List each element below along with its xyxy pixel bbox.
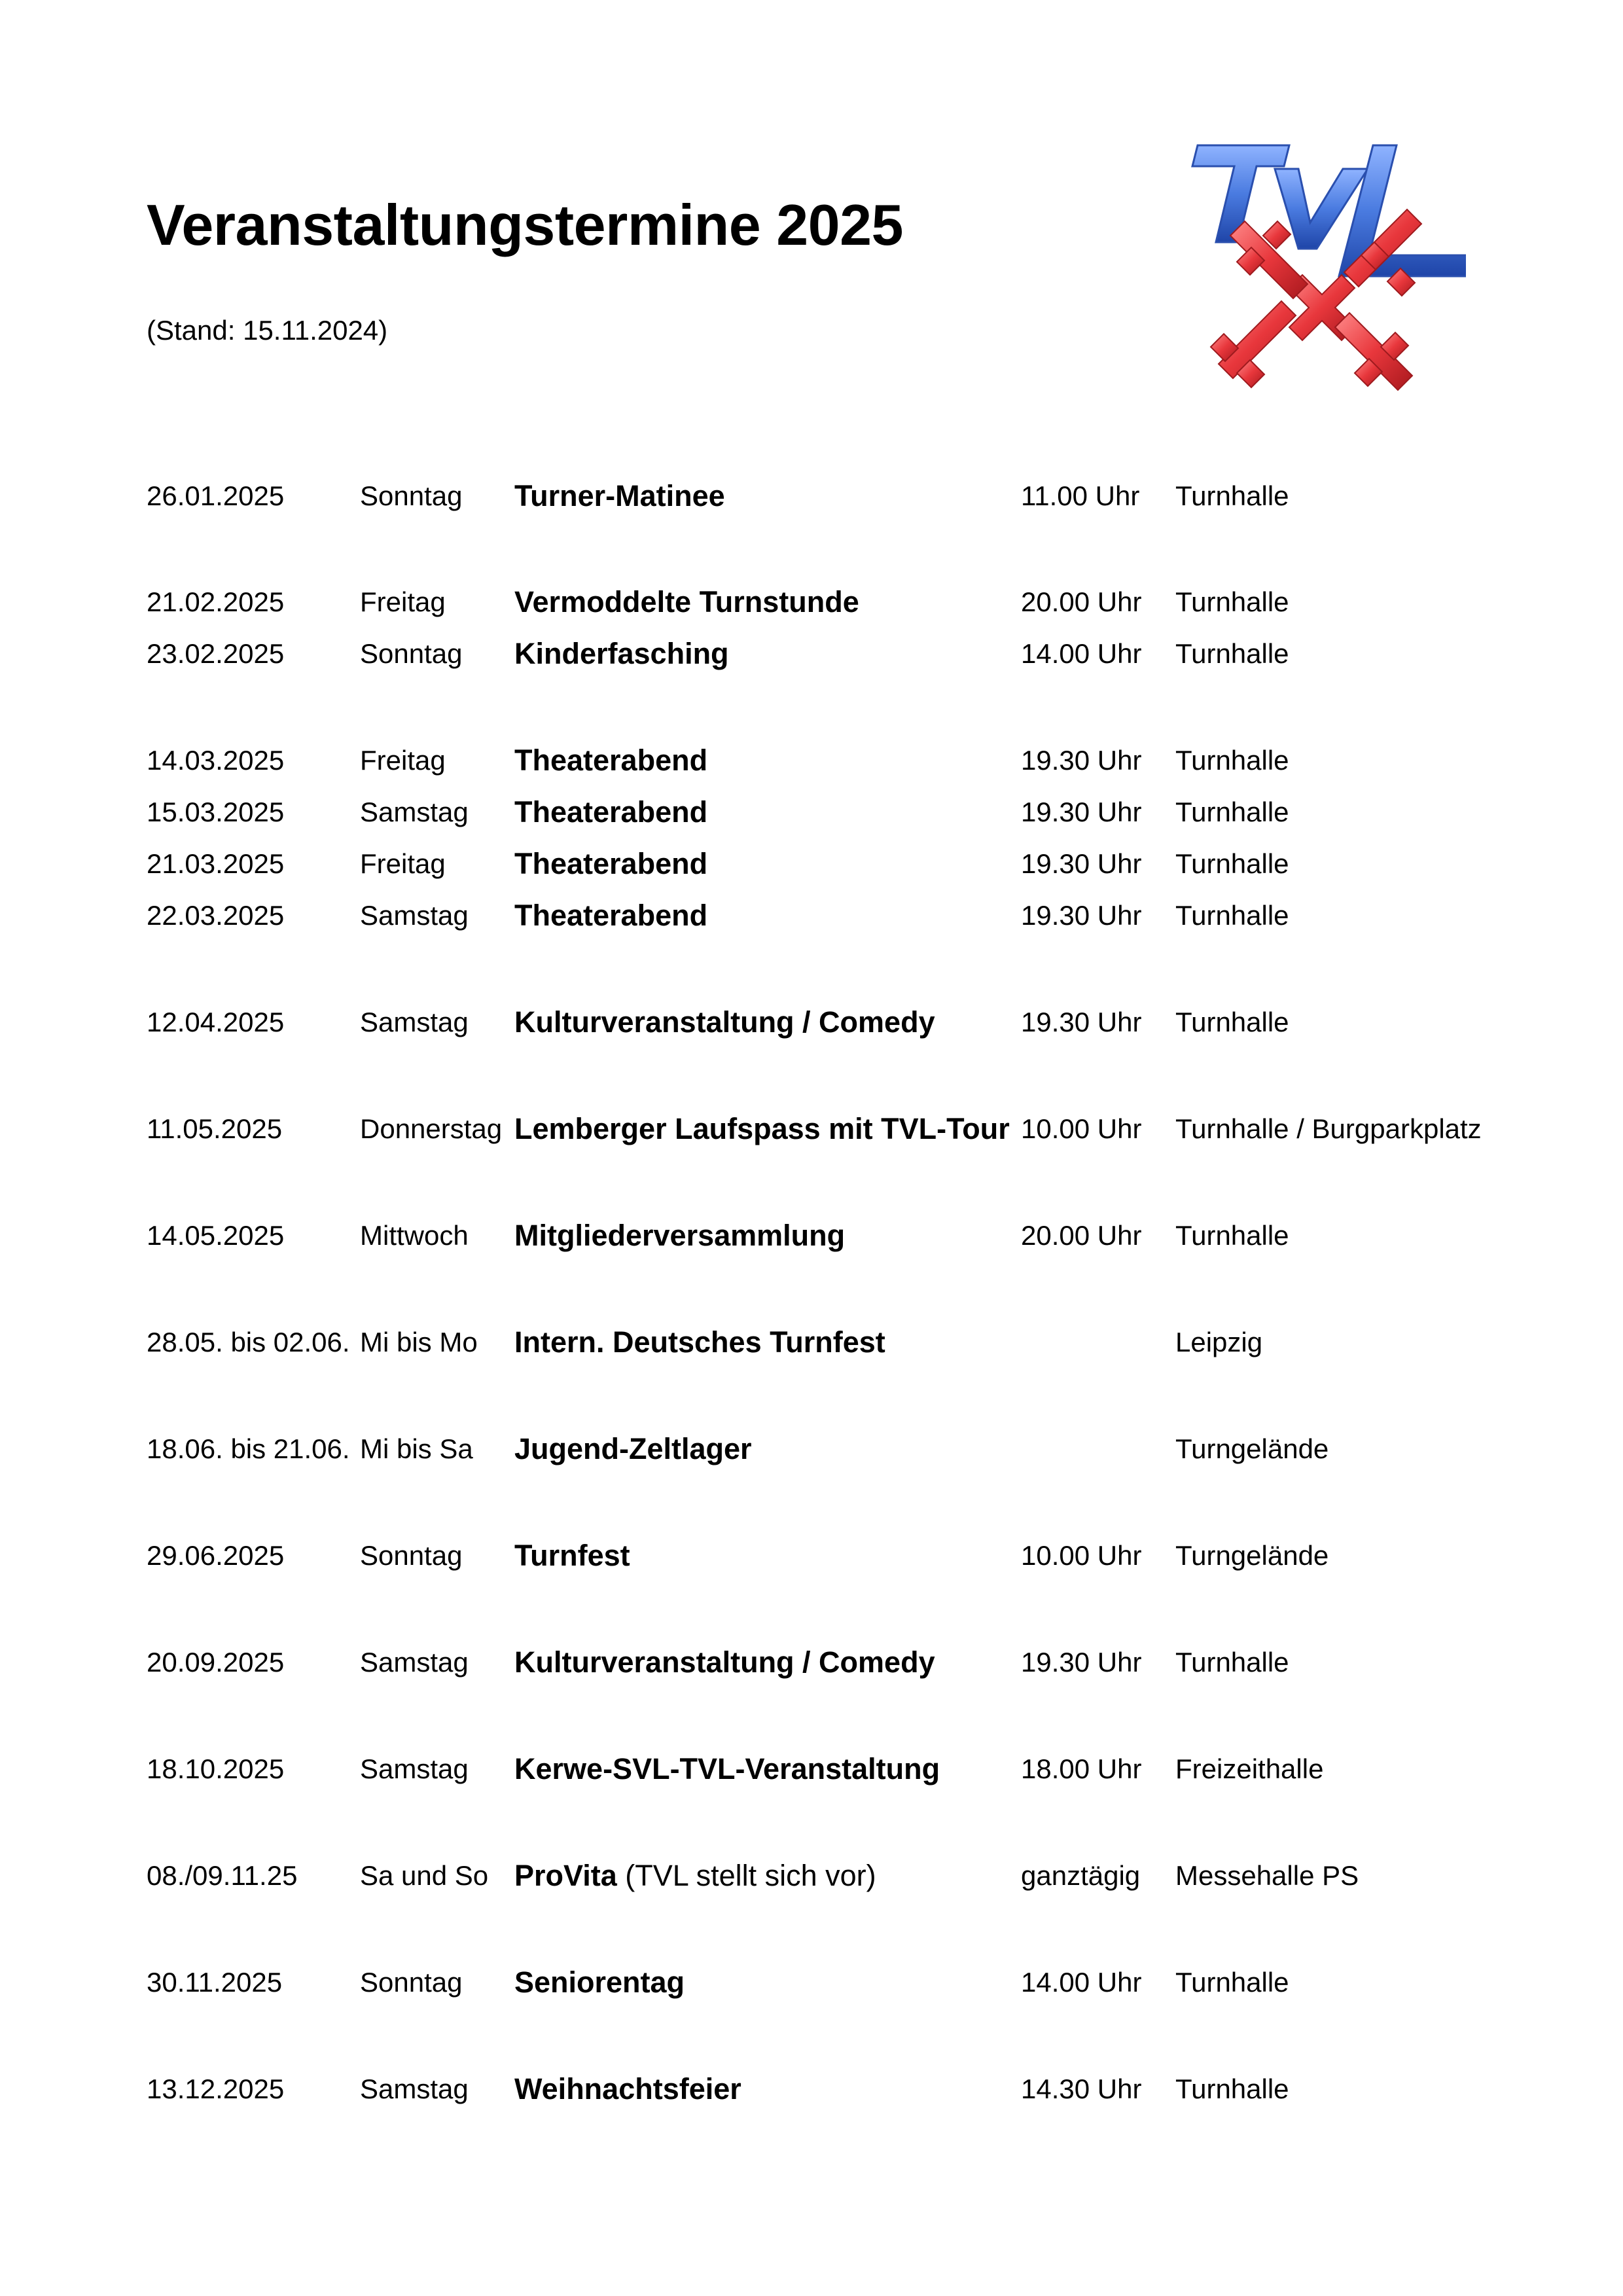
status-date: (Stand: 15.11.2024) bbox=[147, 315, 388, 346]
event-row bbox=[147, 634, 1586, 673]
event-title-text: Kerwe-SVL-TVL-Veranstaltung bbox=[514, 1752, 940, 1785]
event-title-text: Turnfest bbox=[514, 1539, 630, 1572]
event-place: Turnhalle bbox=[1175, 1967, 1289, 1998]
event-note: (TVL stellt sich vor) bbox=[616, 1859, 876, 1892]
event-place: Turnhalle bbox=[1175, 1220, 1289, 1251]
event-date: 08./09.11.25 bbox=[147, 1860, 298, 1891]
event-place: Turnhalle bbox=[1175, 745, 1289, 776]
event-weekday: Freitag bbox=[360, 848, 446, 879]
event-date: 30.11.2025 bbox=[147, 1967, 283, 1998]
event-time: 11.00 Uhr bbox=[1021, 480, 1140, 511]
event-row bbox=[147, 741, 1586, 780]
event-time: ganztägig bbox=[1021, 1860, 1141, 1891]
event-title bbox=[514, 1536, 630, 1575]
event-row bbox=[147, 476, 1586, 516]
event-weekday: Mi bis Sa bbox=[360, 1433, 473, 1464]
event-place: Turnhalle bbox=[1175, 1007, 1289, 1037]
event-row bbox=[147, 1323, 1586, 1362]
event-title-text: Theaterabend bbox=[514, 795, 708, 829]
event-time: 14.00 Uhr bbox=[1021, 1967, 1142, 1998]
event-place: Turnhalle bbox=[1175, 900, 1289, 931]
event-title bbox=[514, 1323, 885, 1362]
event-place: Freizeithalle bbox=[1175, 1753, 1324, 1784]
event-title bbox=[514, 583, 859, 622]
event-title bbox=[514, 1643, 935, 1682]
event-title bbox=[514, 1856, 876, 1895]
event-title bbox=[514, 2070, 741, 2109]
event-place: Turnhalle bbox=[1175, 586, 1289, 617]
event-time: 19.30 Uhr bbox=[1021, 848, 1142, 879]
event-place: Messehalle PS bbox=[1175, 1860, 1359, 1891]
event-row bbox=[147, 1749, 1586, 1789]
event-place: Turnhalle bbox=[1175, 797, 1289, 827]
event-title bbox=[514, 741, 707, 780]
event-title bbox=[514, 896, 707, 935]
event-date: 20.09.2025 bbox=[147, 1647, 285, 1677]
event-place: Turnhalle / Burgparkplatz bbox=[1175, 1113, 1482, 1144]
event-weekday: Sonntag bbox=[360, 638, 463, 669]
event-row bbox=[147, 1856, 1586, 1895]
event-weekday: Donnerstag bbox=[360, 1113, 503, 1144]
event-date: 21.02.2025 bbox=[147, 586, 285, 617]
event-title-text: Seniorentag bbox=[514, 1965, 685, 1999]
event-title-text: Kulturveranstaltung / Comedy bbox=[514, 1005, 935, 1039]
event-date: 26.01.2025 bbox=[147, 480, 285, 511]
event-time: 19.30 Uhr bbox=[1021, 1007, 1142, 1037]
event-title bbox=[514, 1749, 940, 1789]
event-place: Turnhalle bbox=[1175, 480, 1289, 511]
event-title-text: ProVita bbox=[514, 1859, 617, 1892]
event-title bbox=[514, 1216, 845, 1255]
event-place: Leipzig bbox=[1175, 1327, 1263, 1357]
event-title-text: Intern. Deutsches Turnfest bbox=[514, 1325, 885, 1359]
event-weekday: Sonntag bbox=[360, 1967, 463, 1998]
event-title-text: Kulturveranstaltung / Comedy bbox=[514, 1645, 935, 1679]
event-weekday: Sa und So bbox=[360, 1860, 489, 1891]
event-row bbox=[147, 583, 1586, 622]
event-title-text: Theaterabend bbox=[514, 744, 708, 777]
event-row bbox=[147, 2070, 1586, 2109]
event-weekday: Mittwoch bbox=[360, 1220, 469, 1251]
event-weekday: Samstag bbox=[360, 1647, 469, 1677]
event-title bbox=[514, 793, 707, 832]
event-row bbox=[147, 1963, 1586, 2002]
event-title bbox=[514, 476, 725, 516]
event-title-text: Theaterabend bbox=[514, 899, 708, 932]
event-weekday: Mi bis Mo bbox=[360, 1327, 478, 1357]
event-date: 14.05.2025 bbox=[147, 1220, 285, 1251]
event-place: Turnhalle bbox=[1175, 638, 1289, 669]
event-date: 23.02.2025 bbox=[147, 638, 285, 669]
event-time: 19.30 Uhr bbox=[1021, 1647, 1142, 1677]
event-time: 18.00 Uhr bbox=[1021, 1753, 1142, 1784]
event-weekday: Samstag bbox=[360, 1753, 469, 1784]
event-place: Turnhalle bbox=[1175, 1647, 1289, 1677]
event-title-text: Turner-Matinee bbox=[514, 479, 725, 512]
page-title: Veranstaltungstermine 2025 bbox=[147, 192, 903, 257]
event-row bbox=[147, 1216, 1586, 1255]
event-date: 28.05. bis 02.06. bbox=[147, 1327, 350, 1357]
event-place: Turnhalle bbox=[1175, 848, 1289, 879]
event-date: 29.06.2025 bbox=[147, 1540, 285, 1571]
event-time: 20.00 Uhr bbox=[1021, 1220, 1142, 1251]
event-title-text: Weihnachtsfeier bbox=[514, 2072, 741, 2106]
event-schedule bbox=[147, 0, 1586, 2296]
event-place: Turnhalle bbox=[1175, 2073, 1289, 2104]
event-time: 19.30 Uhr bbox=[1021, 797, 1142, 827]
event-time: 10.00 Uhr bbox=[1021, 1113, 1142, 1144]
event-row bbox=[147, 896, 1586, 935]
event-date: 12.04.2025 bbox=[147, 1007, 285, 1037]
event-weekday: Samstag bbox=[360, 2073, 469, 2104]
event-title bbox=[514, 1963, 685, 2002]
event-row bbox=[147, 1429, 1586, 1469]
event-time: 19.30 Uhr bbox=[1021, 745, 1142, 776]
event-title bbox=[514, 844, 707, 884]
event-weekday: Freitag bbox=[360, 745, 446, 776]
event-date: 13.12.2025 bbox=[147, 2073, 285, 2104]
event-row bbox=[147, 1003, 1586, 1042]
event-date: 11.05.2025 bbox=[147, 1113, 283, 1144]
event-time: 10.00 Uhr bbox=[1021, 1540, 1142, 1571]
event-title-text: Lemberger Laufspass mit TVL-Tour bbox=[514, 1112, 1010, 1145]
event-time: 20.00 Uhr bbox=[1021, 586, 1142, 617]
event-title-text: Kinderfasching bbox=[514, 637, 729, 670]
event-date: 21.03.2025 bbox=[147, 848, 285, 879]
event-time: 19.30 Uhr bbox=[1021, 900, 1142, 931]
event-weekday: Samstag bbox=[360, 1007, 469, 1037]
event-weekday: Samstag bbox=[360, 797, 469, 827]
event-time: 14.30 Uhr bbox=[1021, 2073, 1142, 2104]
event-row bbox=[147, 1109, 1586, 1149]
event-date: 14.03.2025 bbox=[147, 745, 285, 776]
event-weekday: Freitag bbox=[360, 586, 446, 617]
event-weekday: Sonntag bbox=[360, 1540, 463, 1571]
event-row bbox=[147, 844, 1586, 884]
event-time: 14.00 Uhr bbox=[1021, 638, 1142, 669]
event-title-text: Theaterabend bbox=[514, 847, 708, 880]
event-date: 22.03.2025 bbox=[147, 900, 285, 931]
event-title-text: Jugend-Zeltlager bbox=[514, 1432, 752, 1465]
event-title bbox=[514, 1109, 1010, 1149]
event-weekday: Samstag bbox=[360, 900, 469, 931]
event-date: 18.10.2025 bbox=[147, 1753, 285, 1784]
event-date: 18.06. bis 21.06. bbox=[147, 1433, 350, 1464]
event-row bbox=[147, 1643, 1586, 1682]
event-row bbox=[147, 1536, 1586, 1575]
event-title bbox=[514, 1429, 752, 1469]
event-date: 15.03.2025 bbox=[147, 797, 285, 827]
event-place: Turngelände bbox=[1175, 1540, 1329, 1571]
event-title bbox=[514, 634, 729, 673]
event-place: Turngelände bbox=[1175, 1433, 1329, 1464]
event-row bbox=[147, 793, 1586, 832]
event-weekday: Sonntag bbox=[360, 480, 463, 511]
event-title bbox=[514, 1003, 935, 1042]
event-title-text: Mitgliederversammlung bbox=[514, 1219, 846, 1252]
event-title-text: Vermoddelte Turnstunde bbox=[514, 585, 859, 619]
